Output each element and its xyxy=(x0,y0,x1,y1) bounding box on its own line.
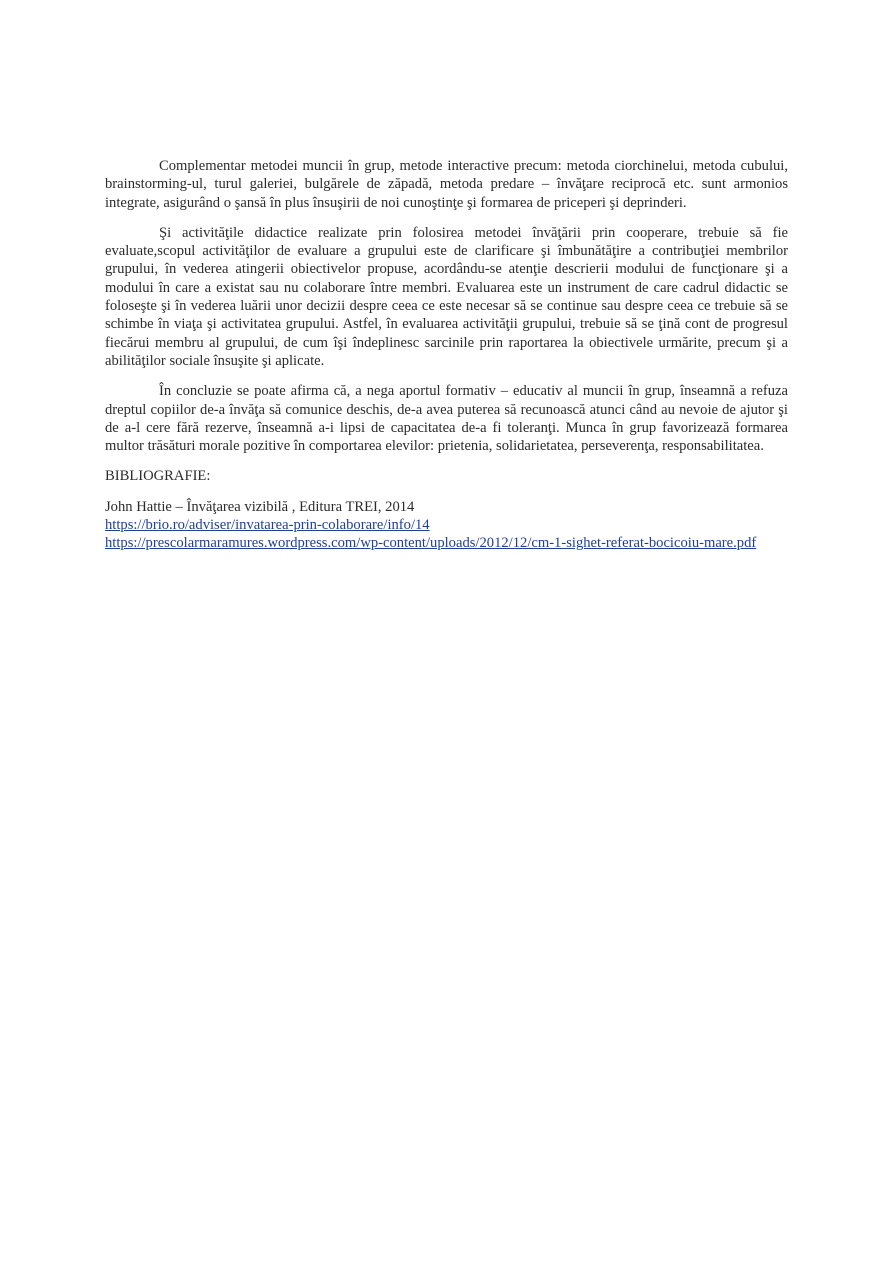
document-body xyxy=(105,157,788,553)
bibliography-heading: BIBLIOGRAFIE: xyxy=(105,468,211,485)
paragraph-intro: Complementar metodei muncii în grup, metode interactive precum: metoda ciorchinelui, metoda cubului, brainstorming-ul, turul galeriei, bulgărele de zăpadă, metoda predare – învăţare reciprocă etc. sunt armonios integrate, asigurând o şansă în plus însuşirii de noi cunoştinţe şi formarea de priceperi şi deprinderi. xyxy=(105,158,788,211)
bibliography-link-brio[interactable]: https://brio.ro/adviser/invatarea-prin-colaborare/info/14 xyxy=(105,517,430,534)
bibliography-book: John Hattie – Învăţarea vizibilă , Editura TREI, 2014 xyxy=(105,498,415,515)
bibliography-link-prescolar[interactable]: https://prescolarmaramures.wordpress.com/wp-content/uploads/2012/12/cm-1-sighet-referat-bocicoiu-mare.pdf xyxy=(105,535,757,552)
paragraph-conclusion: În concluzie se poate afirma că, a nega aportul formativ – educativ al muncii în grup, înseamnă a refuza dreptul copiilor de-a învăţa să comunice deschis, de-a avea puterea să recunoască atunci când au nevoie de ajutor şi de a-l cere fără rezerve, înseamnă a-i lipsi de capacitatea de-a fi toleranţi. Munca în grup favorizează formarea multor trăsături morale pozitive în comportarea elevilor: prietenia, solidarietatea, perseverenţa, responsabilitatea. xyxy=(105,383,788,455)
paragraph-evaluation: Şi activităţile didactice realizate prin folosirea metodei învăţării prin cooperare, trebuie să fie evaluate,scopul activităţilor de evaluare a grupului este de clarificare şi îmbunătăţire a contribuţiei membrilor grupului, în vederea atingerii obiectivelor propuse, acordându-se atenţie descrierii modului de funcţionare şi a modului în care a existat sau nu colaborare între membri. Evaluarea este un instrument de care cadrul didactic se foloseşte şi în vederea luării unor decizii despre ceea ce este necesar să se continue sau despre ceea ce trebuie să se schimbe în viaţa şi activitatea grupului. Astfel, în evaluarea activităţii grupului, trebuie să se ţină cont de progresul fiecărui membru al grupului, de cum îşi îndeplinesc sarcinile prin raportarea la obiectivele urmărite, precum şi a abilităţilor sociale însuşite şi aplicate. xyxy=(105,224,788,369)
bibliography-list xyxy=(105,498,788,553)
